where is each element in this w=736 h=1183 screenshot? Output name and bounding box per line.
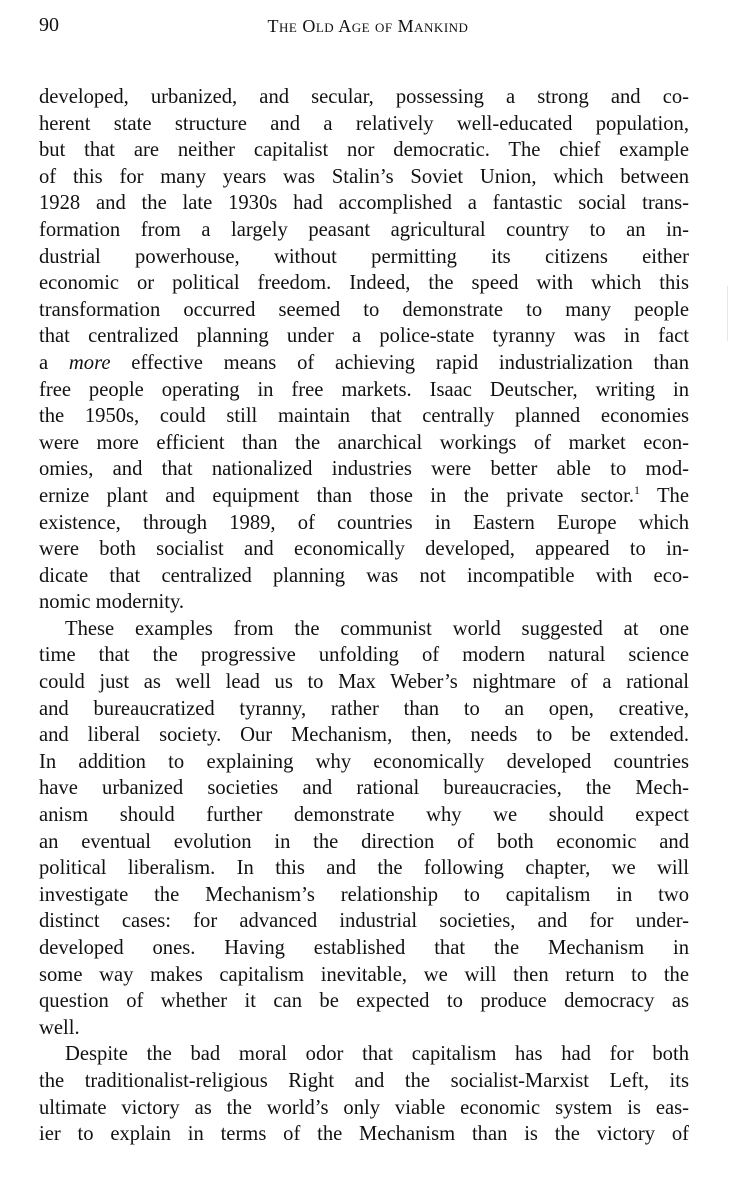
text-line: could just as well lead us to Max Weber’s nightmare of a rational [39,671,689,694]
text-line: developed ones. Having established that the Mechanism in [39,937,689,959]
text-line: and liberal society. Our Mechanism, then, needs to be extended. [39,724,689,747]
text-line: ier to explain in terms of the Mechanism than is the victory of [39,1123,689,1146]
text-line: herent state structure and a relatively well-educated population, [39,112,689,135]
text-line: dicate that centralized planning was not incompatible with eco- [39,564,689,587]
text-line: free people operating in free markets. Isaac Deutscher, writing in [39,378,689,401]
text-line: omies, and that nationalized industries were better able to mod- [39,458,689,481]
text-line: ernize plant and equipment than those in the private sector.$^1$ The [39,483,689,507]
text-line: were more efficient than the anarchical workings of market econ- [39,431,689,454]
running-head: The Old Age of Mankind [267,16,469,36]
text-line: anism should further demonstrate why we should expect [39,804,689,827]
text-line: have urbanized societies and rational bureaucracies, the Mech- [39,777,689,800]
text-line: existence, through 1989, of countries in Eastern Europe which [39,511,689,534]
text-line: nomic modernity. [39,591,185,614]
text-line: were both socialist and economically developed, appeared to in- [39,538,689,561]
text-line: an eventual evolution in the direction of both economic and [39,830,689,853]
footnote-marker: 1 [633,483,640,498]
text-line: economic or political freedom. Indeed, the speed with which this [39,272,689,295]
text-line: some way makes capitalism inevitable, we will then return to the [39,963,689,986]
paragraph [39,84,689,616]
text-line: a more effective means of achieving rapid industrialization than [39,351,689,374]
paragraph [39,616,689,1042]
page-edge-mark [727,286,731,341]
text-line: ultimate victory as the world’s only viable economic system is eas- [39,1096,689,1119]
text-line: 1928 and the late 1930s had accomplished a fantastic social trans- [39,192,689,215]
text-line: time that the progressive unfolding of modern natural science [39,644,689,667]
text-line: the traditionalist-religious Right and the socialist-Marxist Left, its [39,1069,689,1092]
text-line: of this for many years was Stalin’s Soviet Union, which between [39,165,689,188]
text-line: In addition to explaining why economically developed countries [39,750,689,773]
page-number: 90 [39,14,59,36]
text-line: dustrial powerhouse, without permitting its citizens either [39,245,689,268]
paragraph [39,1041,689,1147]
text-line: political liberalism. In this and the following chapter, we will [39,857,689,880]
text-line: that centralized planning under a police-state tyranny was in fact [39,325,689,348]
text-line: These examples from the communist world suggested at one [65,617,689,640]
text-line: Despite the bad moral odor that capitalism has had for both [65,1043,689,1066]
text-line: distinct cases: for advanced industrial societies, and for under- [39,910,689,933]
text-line: investigate the Mechanism’s relationship to capitalism in two [39,883,689,906]
text-line: question of whether it can be expected to produce democracy as [39,990,689,1013]
text-line: the 1950s, could still maintain that centrally planned economies [39,405,689,428]
text-line: and bureaucratized tyranny, rather than to an open, creative, [39,697,689,720]
text-line: developed, urbanized, and secular, possessing a strong and co- [39,86,689,108]
text-line: transformation occurred seemed to demonstrate to many people [39,298,689,321]
body-text [39,84,689,1148]
text-line: formation from a largely peasant agricultural country to an in- [39,218,689,241]
text-line: but that are neither capitalist nor democratic. The chief example [39,139,689,162]
text-line: well. [39,1016,80,1039]
